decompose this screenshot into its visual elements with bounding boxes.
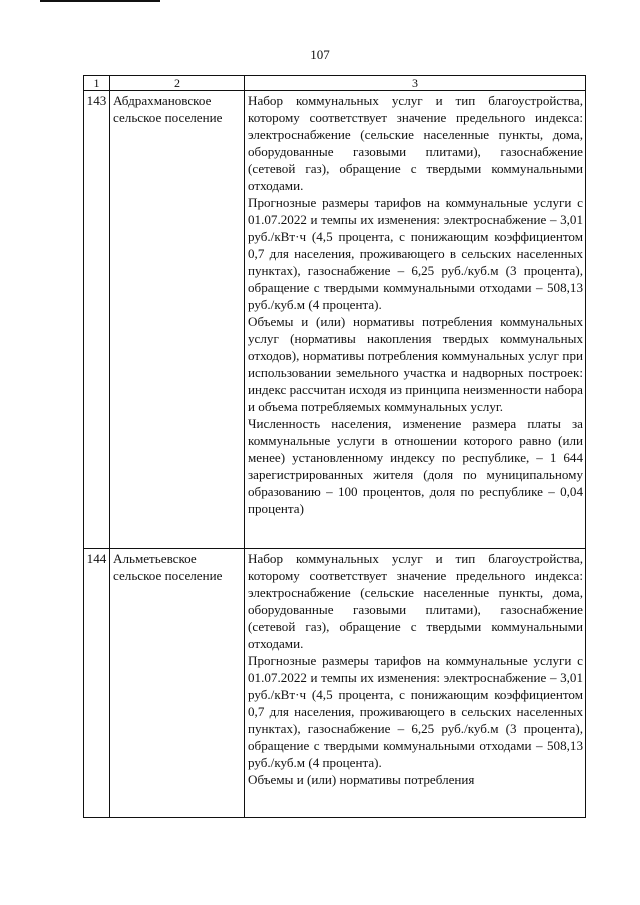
settlement-name: Альметьевское сельское поселение — [110, 549, 245, 818]
table-row — [84, 91, 586, 549]
paragraph: Объемы и (или) нормативы потребления — [248, 772, 475, 787]
column-header: 1 — [84, 76, 110, 91]
page-number: 107 — [310, 47, 330, 62]
row-description — [245, 549, 586, 818]
paragraph: Объемы и (или) нормативы потребления коммунальных услуг (нормативы накопления твердых коммунальных отходов), нормативы потребления коммунальных услуг при использовании земельного участка и надворных построек: индекс рассчитан исходя из принципа неизменности набора и объема потребляемых коммунальных услуг. — [248, 314, 583, 414]
paragraph: Численность населения, изменение размера платы за коммунальные услуги в отношении которого равно (или менее) установленному индексу по республике, – 1 644 зарегистрированных жителя (доля по муниципальному образованию – 100 процентов, доля по республике – 0,04 процента) — [248, 416, 583, 516]
tariff-table — [83, 75, 586, 818]
paragraph: Набор коммунальных услуг и тип благоустройства, которому соответствует значение предельного индекса: электроснабжение (сельские населенные пункты, дома, оборудованные газовыми плитами), газоснабжение (сетевой газ), обращение с твердыми коммунальными отходами. — [248, 551, 583, 651]
column-header: 3 — [245, 76, 586, 91]
top-rule — [40, 0, 160, 2]
settlement-name: Абдрахмановское сельское поселение — [110, 91, 245, 549]
row-number: 144 — [84, 549, 110, 818]
row-number: 143 — [84, 91, 110, 549]
table-row — [84, 549, 586, 818]
paragraph: Прогнозные размеры тарифов на коммунальные услуги с 01.07.2022 и темпы их изменения: электроснабжение – 3,01 руб./кВт·ч (4,5 процента, с понижающим коэффициентом 0,7 для населения, проживающего в сельских населенных пунктах), газоснабжение – 6,25 руб./куб.м (3 процента), обращение с твердыми коммунальными отходами – 508,13 руб./куб.м (4 процента). — [248, 653, 583, 770]
paragraph: Набор коммунальных услуг и тип благоустройства, которому соответствует значение предельного индекса: электроснабжение (сельские населенные пункты, дома, оборудованные газовыми плитами), газоснабжение (сетевой газ), обращение с твердыми коммунальными отходами. — [248, 93, 583, 193]
column-header: 2 — [110, 76, 245, 91]
row-description — [245, 91, 586, 549]
table-header-row — [84, 76, 586, 91]
paragraph: Прогнозные размеры тарифов на коммунальные услуги с 01.07.2022 и темпы их изменения: электроснабжение – 3,01 руб./кВт·ч (4,5 процента, с понижающим коэффициентом 0,7 для населения, проживающего в сельских населенных пунктах), газоснабжение – 6,25 руб./куб.м (3 процента), обращение с твердыми коммунальными отходами – 508,13 руб./куб.м (4 процента). — [248, 195, 583, 312]
